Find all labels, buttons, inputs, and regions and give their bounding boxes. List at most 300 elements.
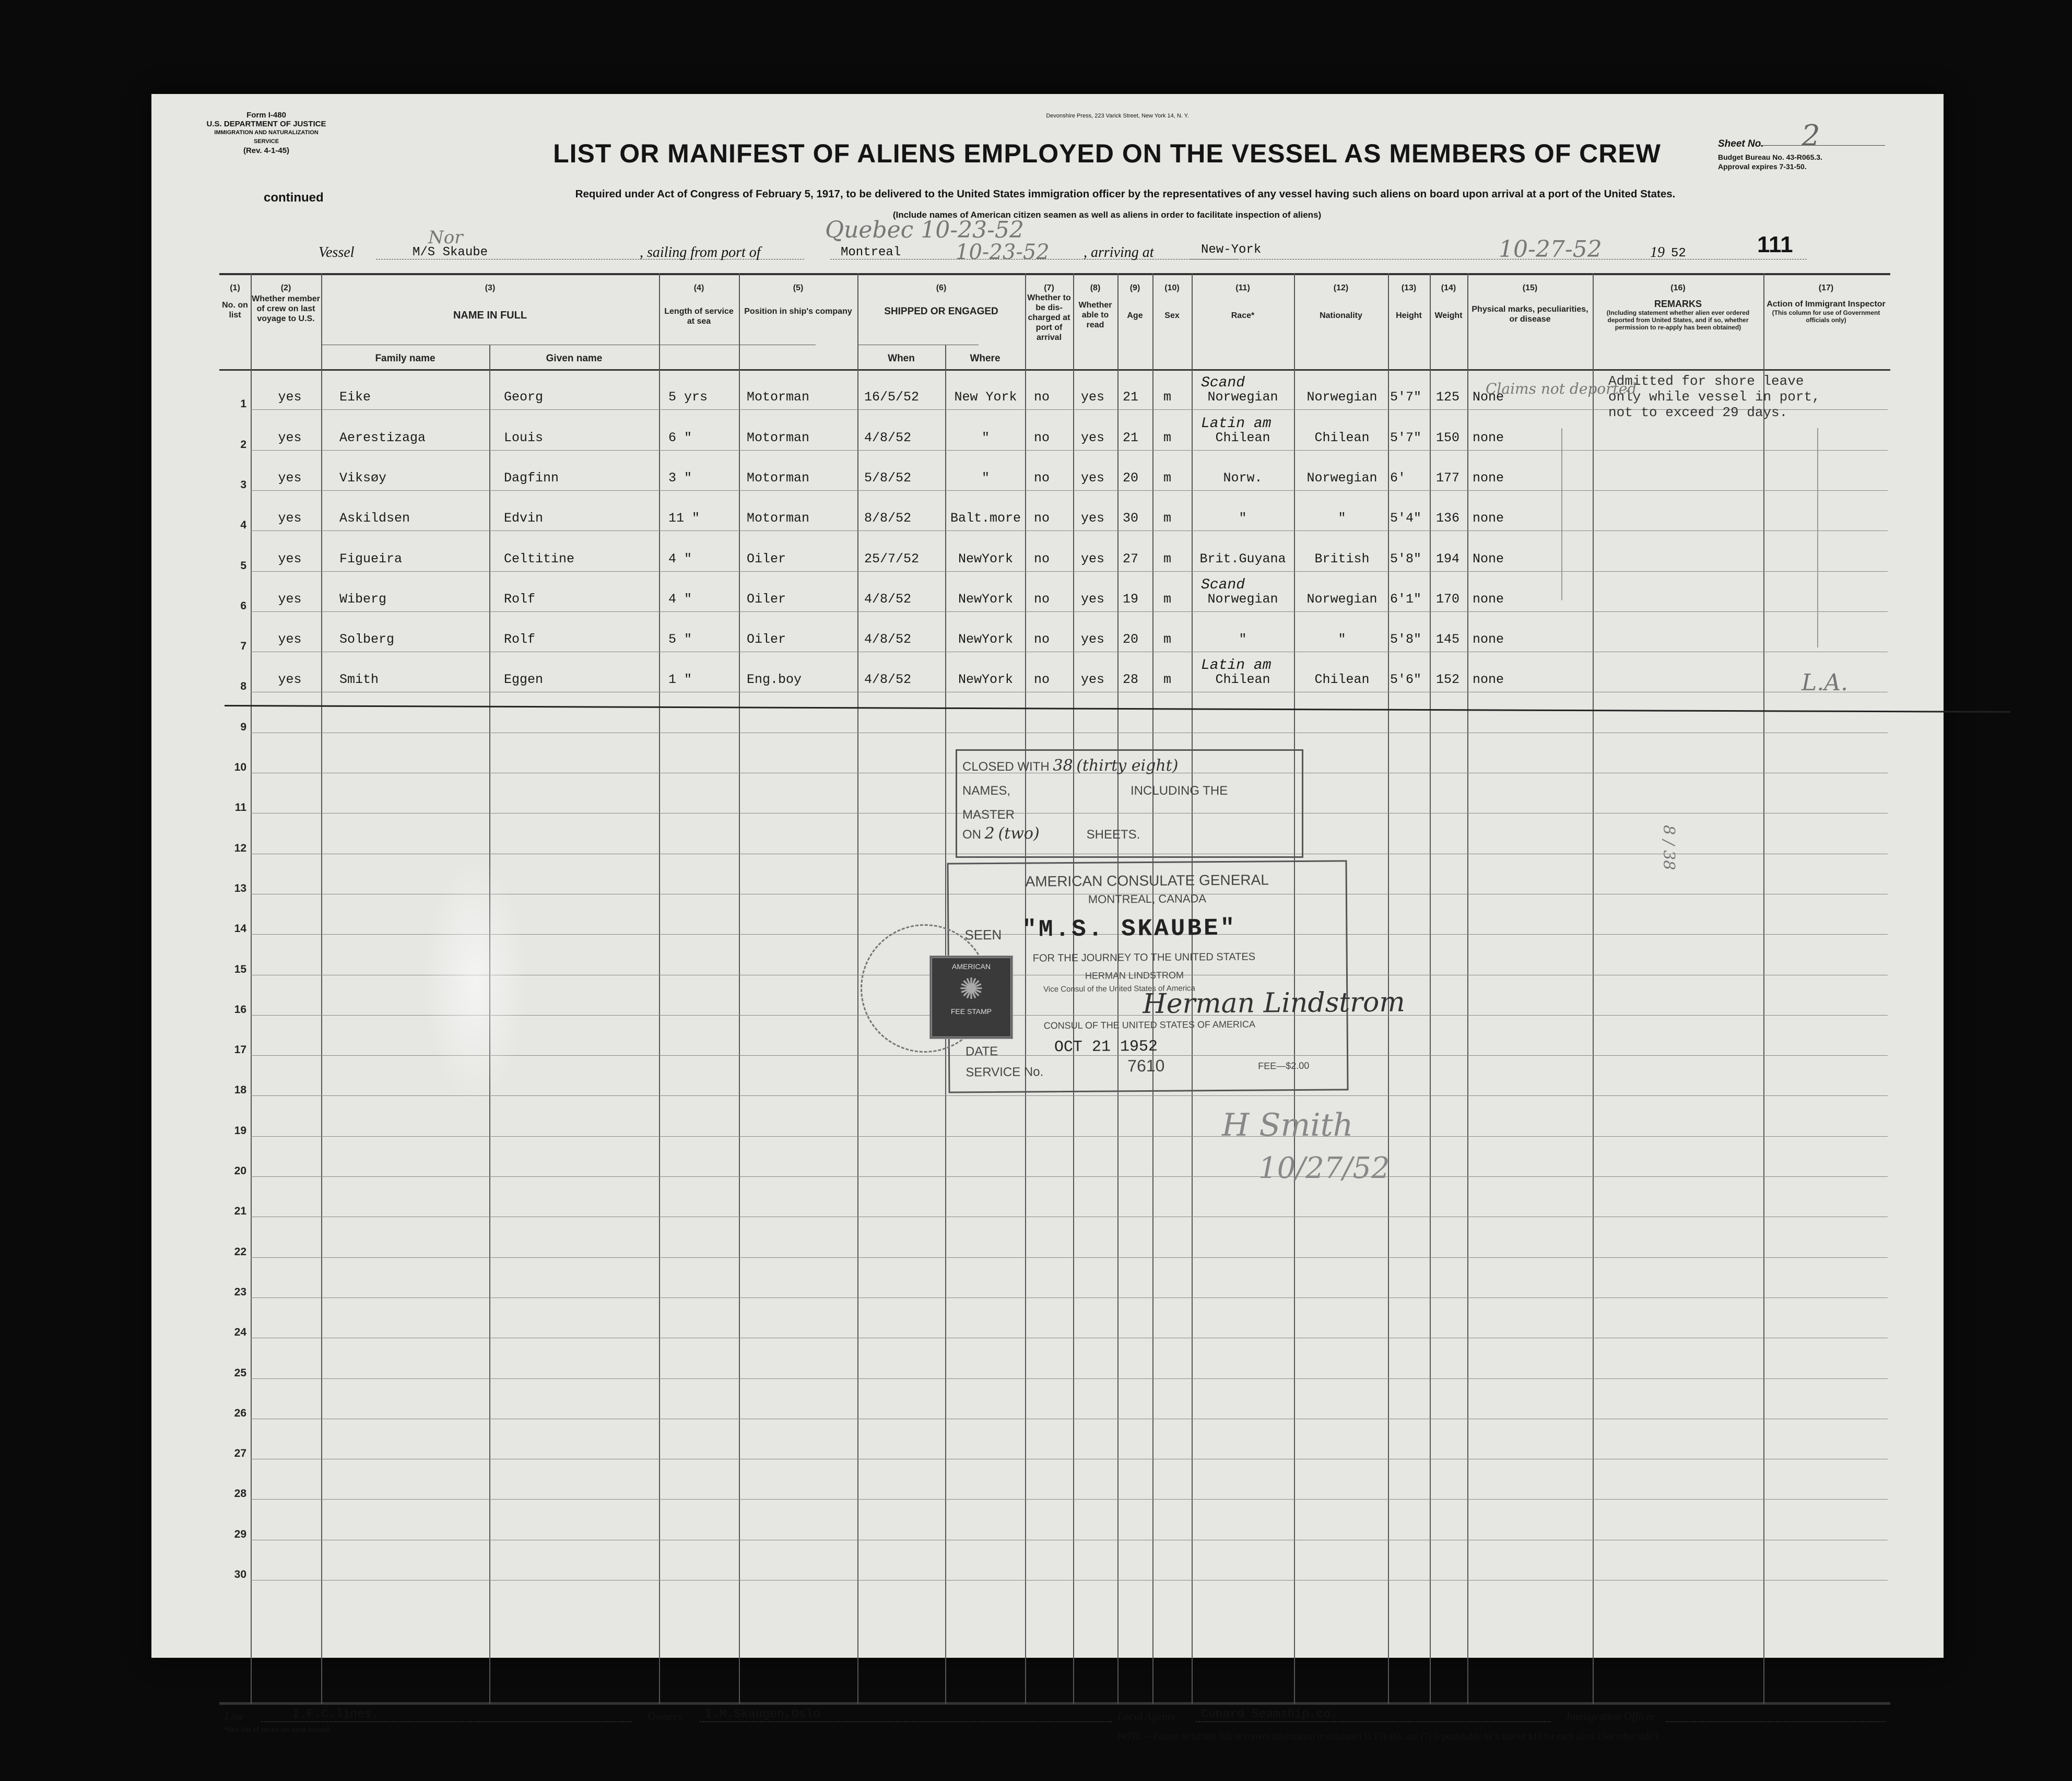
cell-race: Norw. [1223, 470, 1263, 486]
col10-header [1153, 283, 1191, 321]
cell-weight: 177 [1436, 470, 1460, 486]
cell-when: 25/7/52 [864, 551, 920, 567]
cell-read: yes [1081, 591, 1105, 607]
row-number: 10 [234, 761, 246, 773]
cell-weight: 145 [1436, 632, 1460, 647]
cell-when: 8/8/52 [864, 511, 912, 526]
vessel-flag-handwritten: Nor [428, 227, 463, 248]
cell-given: Rolf [504, 591, 536, 607]
page-title: LIST OR MANIFEST OF ALIENS EMPLOYED ON THE VESSEL AS MEMBERS OF CREW [553, 139, 1661, 168]
cell-discharged: no [1034, 470, 1050, 486]
sailing-port-handwritten: Quebec 10-23-52 [825, 217, 1024, 243]
fee-stamp-bottom: FEE STAMP [950, 1007, 992, 1016]
row-number: 20 [234, 1165, 246, 1177]
races-note: *See list of races on back hereof. [225, 1726, 331, 1733]
race-handwritten: Scand [1201, 375, 1245, 392]
cell-given: Edvin [504, 511, 544, 526]
cell-height: 6' [1390, 470, 1406, 486]
row-number: 13 [234, 882, 246, 894]
col1-title: No. on list [222, 301, 248, 320]
cell-race: Brit.Guyana [1199, 551, 1286, 567]
col4-title: Length of service at sea [664, 307, 734, 326]
cell-family: Wiberg [339, 591, 387, 607]
cell-when: 4/8/52 [864, 430, 912, 445]
closed-count: 38 [1053, 757, 1073, 775]
col7-title: Whether to be dis-charged at port of arrival [1027, 293, 1071, 342]
row-number: 21 [234, 1205, 246, 1218]
col5-number: (5) [793, 284, 804, 292]
cell-nationality: British [1314, 551, 1370, 567]
col-divider [739, 273, 740, 1704]
given-name-header: Given name [546, 353, 603, 364]
sheet-number: 2 [1802, 119, 1820, 153]
cell-weight: 152 [1436, 672, 1460, 688]
col16-title: REMARKS [1654, 299, 1702, 309]
margin-count-handwritten: 8 / 38 [1659, 825, 1678, 870]
department: U.S. DEPARTMENT OF JUSTICE [206, 120, 326, 128]
cell-discharged: no [1034, 551, 1050, 567]
col-divider [1763, 273, 1764, 1704]
cell-family: Aerestizaga [339, 430, 426, 445]
cell-when: 4/8/52 [864, 632, 912, 647]
col12-number: (12) [1333, 284, 1349, 292]
row-number: 19 [234, 1124, 246, 1137]
cell-family: Smith [339, 672, 379, 688]
row-line [251, 1257, 1888, 1258]
cell-marks: none [1473, 470, 1504, 486]
row-line [251, 1378, 1888, 1379]
cell-weight: 170 [1436, 591, 1460, 607]
journey-line: FOR THE JOURNEY TO THE UNITED STATES [1032, 951, 1256, 964]
line-label: Line [225, 1710, 244, 1723]
vessel-name: M/S Skaube [413, 245, 488, 260]
form-number: Form I-480 [246, 111, 286, 120]
col11-title: Race* [1231, 311, 1255, 320]
col8-title: Whether able to read [1078, 301, 1112, 329]
budget-number: Budget Bureau No. 43-R065.3. [1718, 153, 1822, 161]
row-number: 23 [234, 1285, 246, 1298]
cell-where: NewYork [958, 632, 1014, 647]
cell-discharged: no [1034, 430, 1050, 445]
agents-value: Cunard Seamship.co. [1201, 1707, 1338, 1721]
cell-race: " [1239, 632, 1247, 647]
cell-where: NewYork [958, 591, 1014, 607]
consulate-date: OCT 21 1952 [1054, 1037, 1158, 1057]
cell-position: Eng.boy [747, 672, 802, 688]
continued-label: continued [264, 191, 324, 205]
col7-number: (7) [1044, 284, 1054, 292]
cell-height: 6'1" [1390, 591, 1422, 607]
cell-height: 5'4" [1390, 511, 1422, 526]
paper-smudge [423, 856, 527, 1107]
col14-header [1431, 283, 1466, 321]
col12-header [1295, 283, 1387, 321]
cell-read: yes [1081, 470, 1105, 486]
cell-position: Motorman [747, 430, 810, 445]
row-number: 15 [234, 963, 246, 975]
cell-age: 20 [1123, 632, 1139, 647]
sheet-label: Sheet No. [1718, 138, 1764, 149]
col16-number: (16) [1670, 284, 1686, 292]
sailing-date-handwritten: 10-23-52 [956, 240, 1050, 264]
cell-age: 19 [1123, 591, 1139, 607]
date-label: DATE [965, 1044, 998, 1059]
cell-height: 5'8" [1390, 632, 1422, 647]
cell-age: 30 [1123, 511, 1139, 526]
cell-position: Motorman [747, 470, 810, 486]
sheet-count: 2 [984, 824, 995, 843]
cell-position: Oiler [747, 551, 786, 567]
cell-service: 11 " [668, 511, 700, 526]
col17-subtitle: (This column for use of Government officials only) [1772, 309, 1880, 324]
race-handwritten: Latin am [1201, 657, 1272, 674]
col13-header [1389, 283, 1429, 321]
cell-race: Norwegian [1207, 390, 1278, 405]
consul-name: HERMAN LINDSTROM [1085, 970, 1184, 981]
col11-number: (11) [1235, 284, 1250, 292]
cell-read: yes [1081, 551, 1105, 567]
consul-signature: Herman Lindstrom [1143, 986, 1405, 1020]
cell-when: 4/8/52 [864, 591, 912, 607]
col3-title: NAME IN FULL [453, 310, 527, 321]
cell-read: yes [1081, 672, 1105, 688]
col13-title: Height [1396, 311, 1422, 320]
row-line [251, 1176, 1888, 1177]
col3-number: (3) [485, 284, 496, 292]
when-header: When [888, 353, 915, 364]
col14-title: Weight [1434, 311, 1463, 320]
row-number: 28 [234, 1488, 246, 1500]
cell-weight: 125 [1436, 390, 1460, 405]
cell-marks: none [1473, 511, 1504, 526]
row-number: 16 [234, 1003, 246, 1016]
cell-read: yes [1081, 390, 1105, 405]
cell-sex: m [1163, 672, 1172, 688]
cell-given: Rolf [504, 632, 536, 647]
col11-header [1193, 283, 1293, 321]
cell-position: Motorman [747, 511, 810, 526]
row-number: 27 [234, 1447, 246, 1460]
sheets-label: SHEETS. [1086, 828, 1140, 842]
row-number: 14 [234, 923, 246, 935]
cell-position: Oiler [747, 632, 786, 647]
service-number: 7610 [1127, 1056, 1165, 1076]
cell-prev: yes [278, 672, 302, 688]
master-label: MASTER [962, 808, 1015, 822]
cell-given: Georg [504, 390, 544, 405]
cell-sex: m [1163, 511, 1172, 526]
cell-family: Eike [339, 390, 371, 405]
row-number: 7 [240, 640, 246, 653]
cell-prev: yes [278, 470, 302, 486]
col2-number: (2) [280, 284, 291, 292]
consul-title: Vice Consul of the United States of America [1043, 984, 1195, 994]
col8-header [1074, 283, 1116, 330]
fee-stamp [929, 956, 1013, 1039]
col-divider [1467, 273, 1468, 1704]
col5-header [740, 283, 856, 316]
vessel-label: Vessel [319, 244, 355, 261]
cell-sex: m [1163, 470, 1172, 486]
cell-service: 6 " [668, 430, 692, 445]
col9-title: Age [1127, 311, 1143, 320]
sailing-port: Montreal [841, 245, 901, 260]
col-divider [1593, 273, 1594, 1704]
sheet-count-words: (two) [998, 824, 1040, 843]
seen-label: SEEN [964, 926, 1002, 943]
row-number: 26 [234, 1407, 246, 1419]
cell-where: Balt.more [950, 511, 1021, 526]
arrival-date-handwritten: 10-27-52 [1499, 236, 1602, 263]
fee-stamp-emblem: ✺ [959, 972, 984, 1005]
physical-marks-handwritten: Claims not deported [1486, 380, 1637, 397]
consulate-city: MONTREAL, CANADA [1088, 892, 1207, 906]
cell-nationality: Chilean [1314, 672, 1370, 688]
cell-where: NewYork [958, 551, 1014, 567]
cell-nationality: Norwegian [1306, 591, 1378, 607]
line-underline [261, 1721, 632, 1722]
row-line [251, 611, 1888, 612]
marks-bracket [1561, 428, 1562, 600]
cell-where: NewYork [958, 672, 1014, 688]
col17-header [1764, 283, 1888, 324]
cell-discharged: no [1034, 390, 1050, 405]
row-number: 18 [234, 1084, 246, 1096]
cell-marks: None [1473, 390, 1504, 405]
cell-where: New York [954, 390, 1017, 405]
cell-height: 5'7" [1390, 390, 1422, 405]
officer-underline [1666, 1721, 1885, 1722]
where-header: Where [970, 353, 1000, 364]
cell-weight: 150 [1436, 430, 1460, 445]
col17-title: Action of Immigrant Inspector [1767, 300, 1886, 309]
cell-service: 5 yrs [668, 390, 708, 405]
penalty-note: NOTE.—Failure to furnish full or correct information in columns (3), (5), (6), and (7) is punishable by a fine of $10 for each alien. (See other side.) [1117, 1731, 1658, 1741]
row-number: 22 [234, 1245, 246, 1258]
cell-family: Viksøy [339, 470, 387, 486]
col7-header [1026, 283, 1072, 343]
printer-imprint: Devonshire Press, 223 Varick Street, New York 14, N. Y. [1046, 113, 1189, 119]
cell-marks: none [1473, 430, 1504, 445]
col8-number: (8) [1090, 284, 1101, 292]
cell-marks: none [1473, 672, 1504, 688]
owners-label: Owners [648, 1710, 682, 1723]
manifest-sheet [151, 94, 1944, 1741]
requirement-note: Required under Act of Congress of February 5, 1917, to be delivered to the United States immigration officer by the representatives of any vessel having such aliens on board upon arrival at a port of the United States. [575, 188, 1676, 200]
cell-where: " [981, 430, 990, 445]
col13-number: (13) [1401, 284, 1417, 292]
row-number: 29 [234, 1528, 246, 1540]
cell-age: 21 [1123, 430, 1139, 445]
race-handwritten: Scand [1201, 576, 1245, 593]
cell-prev: yes [278, 591, 302, 607]
cell-discharged: no [1034, 511, 1050, 526]
cell-weight: 136 [1436, 511, 1460, 526]
inspector-check-line [1817, 428, 1818, 647]
col3-header [322, 283, 658, 321]
cell-given: Louis [504, 430, 544, 445]
cell-family: Askildsen [339, 511, 410, 526]
cell-prev: yes [278, 632, 302, 647]
col6-number: (6) [936, 284, 947, 292]
form-revision: (Rev. 4-1-45) [243, 146, 290, 155]
row-number: 24 [234, 1326, 246, 1339]
col17-number: (17) [1818, 284, 1834, 292]
cell-height: 5'7" [1390, 430, 1422, 445]
cell-sex: m [1163, 390, 1172, 405]
names-label: NAMES, [962, 784, 1011, 798]
cell-age: 21 [1123, 390, 1139, 405]
cell-race: " [1239, 511, 1247, 526]
col10-title: Sex [1164, 311, 1180, 320]
owners-value: I.M.Skaugen,Oslo [705, 1707, 820, 1721]
cell-weight: 194 [1436, 551, 1460, 567]
cell-height: 5'6" [1390, 672, 1422, 688]
sailing-label: , sailing from port of [640, 244, 761, 261]
row-number: 30 [234, 1568, 246, 1581]
cell-nationality: Norwegian [1306, 470, 1378, 486]
cell-sex: m [1163, 632, 1172, 647]
col1-header [219, 283, 251, 320]
row-number: 8 [240, 680, 246, 693]
col1-number: (1) [230, 284, 240, 292]
cell-age: 28 [1123, 672, 1139, 688]
row-line [251, 450, 1888, 451]
col-divider [857, 273, 858, 1704]
cell-service: 4 " [668, 591, 692, 607]
row-number: 17 [234, 1044, 246, 1056]
cell-race: Chilean [1215, 672, 1270, 688]
arriving-label: , arriving at [1084, 244, 1154, 261]
col6-title: SHIPPED OR ENGAGED [884, 306, 998, 317]
cell-position: Motorman [747, 390, 810, 405]
including-label: INCLUDING THE [1131, 784, 1228, 798]
table-header-border [219, 369, 1890, 371]
cell-sex: m [1163, 591, 1172, 607]
year: 52 [1671, 246, 1686, 261]
family-name-header: Family name [375, 353, 435, 364]
cell-discharged: no [1034, 632, 1050, 647]
consulate-name: AMERICAN CONSULATE GENERAL [1025, 871, 1269, 890]
cell-service: 3 " [668, 470, 692, 486]
row-number: 6 [240, 599, 246, 612]
cell-prev: yes [278, 430, 302, 445]
col-divider [1430, 273, 1431, 1704]
race-handwritten: Latin am [1201, 415, 1272, 432]
year-prefix: 19 [1650, 244, 1665, 261]
cell-nationality: Chilean [1314, 430, 1370, 445]
col14-number: (14) [1441, 284, 1456, 292]
cell-discharged: no [1034, 591, 1050, 607]
row-number: 2 [240, 438, 246, 451]
ship-name-stamp: "M.S. SKAUBE" [1022, 914, 1237, 943]
cell-prev: yes [278, 390, 302, 405]
cell-marks: none [1473, 591, 1504, 607]
cell-height: 5'8" [1390, 551, 1422, 567]
service-label: SERVICE No. [966, 1065, 1044, 1080]
cell-sex: m [1163, 430, 1172, 445]
col9-number: (9) [1129, 284, 1140, 292]
cell-discharged: no [1034, 672, 1050, 688]
cell-service: 5 " [668, 632, 692, 647]
col-divider [321, 273, 322, 1704]
row-number: 4 [240, 519, 246, 532]
service-name: IMMIGRATION AND NATURALIZATION SERVICE [214, 129, 319, 145]
col15-title: Physical marks, peculiarities, or disease [1471, 305, 1588, 324]
fee-label: FEE—$2.00 [1258, 1060, 1310, 1071]
cell-given: Eggen [504, 672, 544, 688]
agents-label: Local Agents [1117, 1710, 1175, 1723]
row-number: 1 [240, 398, 246, 410]
closed-count-words: (thirty eight) [1076, 757, 1179, 775]
sheet-underline [1760, 145, 1885, 146]
agents-underline [1196, 1721, 1551, 1722]
fee-stamp-top: AMERICAN [952, 962, 991, 971]
cell-marks: None [1473, 551, 1504, 567]
inspector-signature: H Smith [1222, 1107, 1353, 1143]
cell-age: 20 [1123, 470, 1139, 486]
cell-read: yes [1081, 511, 1105, 526]
col12-title: Nationality [1320, 311, 1362, 320]
consul-line: CONSUL OF THE UNITED STATES OF AMERICA [1043, 1019, 1256, 1031]
col5-title: Position in ship's company [744, 307, 852, 316]
row-number: 3 [240, 478, 246, 491]
cell-family: Solberg [339, 632, 395, 647]
cell-where: " [981, 470, 990, 486]
page-number: 111 [1757, 232, 1793, 257]
closed-with-label: CLOSED WITH [962, 760, 1050, 774]
cell-nationality: Norwegian [1306, 390, 1378, 405]
cell-given: Celtitine [504, 551, 575, 567]
form-id-block [206, 111, 326, 155]
cell-service: 1 " [668, 672, 692, 688]
col16-header [1594, 283, 1762, 331]
col2-header [252, 283, 320, 324]
cell-when: 5/8/52 [864, 470, 912, 486]
col15-number: (15) [1522, 284, 1538, 292]
row-line [251, 571, 1888, 572]
row-number: 25 [234, 1366, 246, 1379]
line-value: I.F.C.lines. [292, 1707, 379, 1721]
budget-block [1718, 152, 1822, 171]
cell-marks: none [1473, 632, 1504, 647]
owners-underline [700, 1721, 1112, 1722]
arriving-port: New-York [1201, 243, 1262, 257]
cell-service: 4 " [668, 551, 692, 567]
col16-subtitle: (Including statement whether alien ever ordered deported from United States, and if so, whether permission to re-apply has been obtained) [1606, 309, 1750, 331]
inspector-date: 10/27/52 [1258, 1151, 1390, 1185]
cell-nationality: " [1338, 511, 1346, 526]
col6-header [858, 283, 1024, 316]
row-line [251, 1136, 1888, 1137]
remarks-row1: Admitted for shore leave only while vessel in port, not to exceed 29 days. [1608, 373, 1820, 420]
cell-nationality: " [1338, 632, 1346, 647]
cell-sex: m [1163, 551, 1172, 567]
col-divider [251, 273, 252, 1704]
row-line [251, 490, 1888, 491]
cell-read: yes [1081, 632, 1105, 647]
cell-given: Dagfinn [504, 470, 559, 486]
col-divider [659, 273, 660, 1704]
table-top-border [219, 273, 1890, 275]
cell-family: Figueira [339, 551, 403, 567]
cell-age: 27 [1123, 551, 1139, 567]
cell-race: Chilean [1215, 430, 1270, 445]
row-line [251, 1499, 1888, 1500]
row-line [251, 1580, 1888, 1581]
cell-prev: yes [278, 551, 302, 567]
col9-header [1119, 283, 1151, 321]
